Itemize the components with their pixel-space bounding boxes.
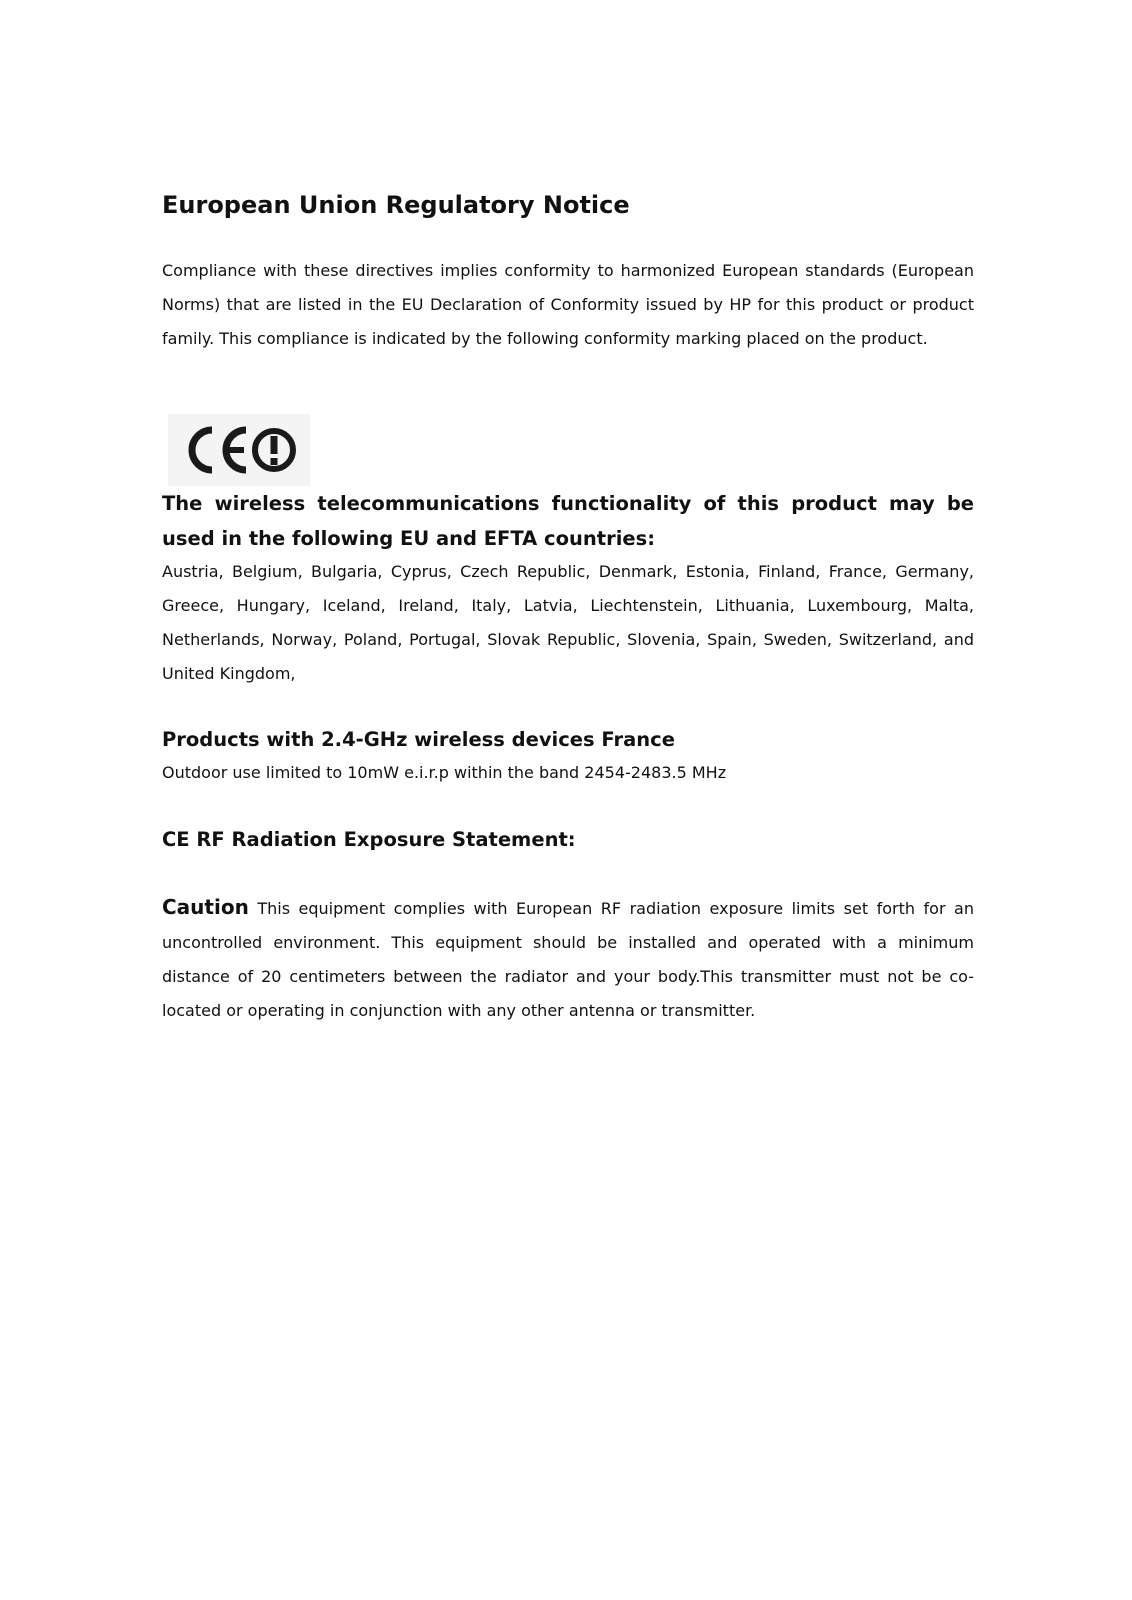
countries-heading: The wireless telecommunications functionality of this product may be used in the following EU and EFTA countries: [162,492,974,550]
france-heading: Products with 2.4-GHz wireless devices France [162,728,675,751]
compliance-paragraph: Compliance with these directives implies conformity to harmonized European standards (European Norms) that are listed in the EU Declaration of Conformity issued by HP for this product or product family. This compliance is indicated by the following conformity marking placed on the product. [162,261,974,348]
caution-label: Caution [162,895,249,919]
caution-text: This equipment complies with European RF radiation exposure limits set forth for an uncontrolled environment. This equipment should be installed and operated with a minimum distance of 20 centimeters between the radiator and your body.This transmitter must not be co-located or operating in conjunction with any other antenna or transmitter. [162,899,974,1020]
france-text: Outdoor use limited to 10mW e.i.r.p within the band 2454-2483.5 MHz [162,763,727,782]
caution-paragraph [162,890,974,1028]
rf-heading: CE RF Radiation Exposure Statement: [162,828,576,851]
page-title: European Union Regulatory Notice [162,191,630,219]
countries-list: Austria, Belgium, Bulgaria, Cyprus, Czech Republic, Denmark, Estonia, Finland, France, Germany, Greece, Hungary, Iceland, Ireland, Italy, Latvia, Liechtenstein, Lithuania, Luxembourg, Malta, Netherlands, Norway, Poland, Portugal, Slovak Republic, Slovenia, Spain, Sweden, Switzerland, and United Kingdom, [162,562,974,683]
ce-alert-mark-icon [168,414,310,486]
